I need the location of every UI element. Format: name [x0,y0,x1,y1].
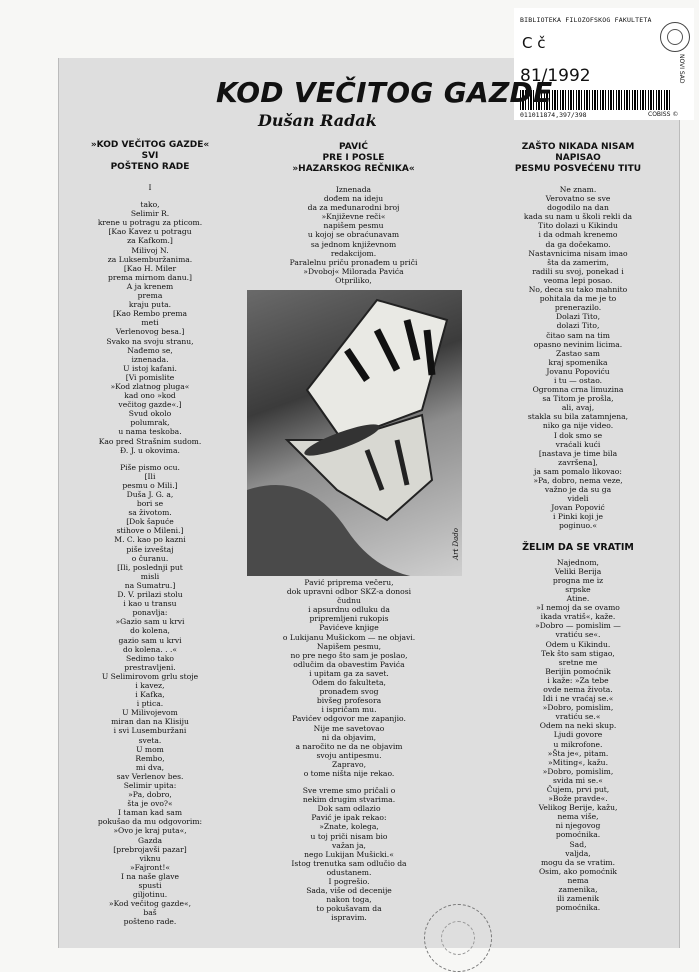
poem-line: »Književne reči« [321,212,386,222]
poem-line: I dok smo se [553,430,603,440]
poem-line: Odem na neki skup. [539,721,617,731]
poem-line [236,778,462,786]
poem-line: Odem do fakulteta, [312,678,386,688]
poem-line: Sad, [569,839,587,849]
poem-line: mi dva, [135,762,165,772]
poem-line: za Luksemburžanima. [107,254,193,264]
heading-line: »KOD VEČITOG GAZDE« [90,140,210,150]
poem-line: vratiću se.« [555,712,601,722]
poem-line: I pogrešio. [328,877,370,886]
poem-line: Nađemo se, [127,345,173,355]
poem-line: Velikog Berije, kažu, [538,803,618,813]
butterfly-illustration [247,290,462,576]
poem-line: i Pinki koji je [553,512,603,522]
poem-line: ponavlja: [132,608,168,618]
poem-line: Nastavnicima nisam imao [528,248,628,258]
poem-line: tako, [140,200,160,210]
poem-line [70,455,230,463]
poem-line: svidа mi se.« [553,775,603,785]
poem-line: Rembo, [135,753,165,763]
poem-line: redakcijom. [330,248,377,258]
poem-line: i ispričam mu. [321,705,377,715]
poem-line: U Selimirovom grlu stoje [101,671,199,681]
poem-line: pesmu o Mili.] [122,480,178,490]
poem-line: kada su nam u školi rekli da [523,212,633,222]
library-seal-icon [660,22,690,52]
library-stamp-icon [424,904,492,972]
poem-line: Napišem pesmu, [316,641,382,651]
right-poem-top [480,185,676,531]
poem-line: Otpriliko, [335,275,372,285]
poem-line: niko ga nije video. [542,421,614,431]
poem-line: Tek što sam stigao, [541,648,615,658]
poem-line: misli [140,571,160,581]
poem-line: u nama teskoba. [118,427,182,437]
poem-line: miran dan na Klisiju [111,717,189,727]
poem-line: [Kao H. Miler [123,263,177,273]
poem-line: pripremljeni rukopis [309,614,389,624]
poem-line: Verlenovog besa.] [115,327,185,337]
poem-line: »Kod večitog gazde«, [108,899,192,909]
poem-line: odlučim da obavestim Pavića [293,659,405,669]
poem-line: »Miting«, kažu. [548,757,608,767]
poem-line: Ogromna crna limuzina [532,385,624,395]
poem-line: giljotinu. [132,890,168,900]
poem-line: A ja krenem [126,281,174,291]
heading-line: PRE I POSLE [322,153,385,163]
right-subheading: ŽELIM DA SE VRATIM [522,541,634,553]
poem-line: viknu [139,853,161,863]
poem-line: ispravim. [331,913,367,923]
poem-line: svoju antipesmu. [316,750,382,760]
poem-line: dok upravni odbor SKZ-a donosi [286,587,412,597]
poem-line: čudnu [337,596,361,606]
poem-line: no pre nego što sam je poslao, [290,650,408,660]
poem-line: Čujem, prvi put, [546,785,610,794]
section-number: I [148,183,152,192]
poem-line: bori se [136,499,164,509]
poem-line: iznenada. [131,354,169,364]
poem-line: U istoj kafani. [123,363,177,373]
poem-line: i svi Lusemburžani [113,726,187,736]
poem-line: ovde nema života. [543,684,613,694]
poem-line: gazio sam u krvi [118,635,182,645]
poem-line: Dok sam odlazio [317,804,381,814]
poem-line: ili zamenik [557,894,599,904]
poem-line: o čuranu. [131,553,169,563]
poem-line: Najednom, [557,557,599,567]
poem-line: i kaže: »Za tebe [547,675,609,685]
poem-line: [Ili, poslednji put [117,562,183,572]
poem-line: Selimir upita: [123,781,177,790]
butterfly-icon [247,290,462,576]
poem-line: »Znate, kolega, [319,822,379,832]
poem-line: »Ovo je kraj puta«, [113,826,187,836]
poem-line: ni da objavim, [321,732,377,742]
poem-line: Gazda [138,835,162,845]
right-heading [480,142,676,175]
poem-line: Svako na svoju stranu, [106,336,194,346]
poem-line: No, deca su tako mahnito [528,285,628,295]
poem-line: pomoćnika. [555,903,601,913]
poem-line: i tu — ostao. [553,375,603,385]
left-poem [70,200,230,926]
heading-line: »HAZARSKOG REČNIKA« [292,164,415,174]
poem-line: važno je da su ga [544,485,612,495]
article-title: KOD VEČITOG GAZDE [216,76,553,109]
poem-line: pošteno rade. [123,917,177,927]
poem-line: na Sumatru.] [124,580,176,590]
poem-line: »Šta je«, pitam. [547,748,609,758]
poem-line: Pavićeve knjige [319,623,379,633]
library-cc: C č [522,34,546,52]
poem-line: »Dvoboj« Milorada Pavića [303,266,404,276]
poem-line: sa Titom je prošla, [542,394,614,404]
poem-line: prema mirnom danu.] [107,272,192,282]
poem-line: »Pa, dobro, nema veze, [533,476,623,485]
poem-line: a naročito ne da ne objavim [295,741,403,751]
poem-line: prenerazilo. [554,303,602,313]
poem-line: Pavić priprema večeru, [304,578,394,587]
poem-line: Jovanu Popoviću [546,366,610,376]
poem-line: Iznenada [335,185,372,194]
poem-line: sveta. [138,735,162,745]
poem-line: »Pa, dobro, [128,790,172,800]
heading-line: ZAŠTO NIKADA NISAM [521,142,635,152]
middle-heading [246,142,461,175]
poem-line: Sedimo tako [126,653,174,663]
poem-line: pronađem svog [319,687,379,697]
poem-line: večitog gazde«.] [118,400,182,410]
column-right [480,142,676,912]
poem-line: krene u potragu za pticom. [97,218,203,228]
poem-line: dogodilo na dan [547,203,609,213]
poem-line: kraj spomenika [548,357,608,367]
poem-line: Paralelnu priču pronađem u priči [289,257,418,267]
poem-line: nakon toga, [326,895,372,905]
poem-line: važan ja, [332,840,366,850]
poem-line: Jovan Popović [551,503,605,513]
poem-line: u toj priči nisam bio [310,831,388,841]
poem-line: Osim, ako pomoćnik [538,866,618,876]
poem-line: i kavez, [135,680,165,690]
poem-line: Zastao sam [556,348,600,358]
poem-line: veoma lepi posao. [543,275,613,285]
poem-line: do kolena. . .« [122,644,178,654]
poem-line: Sve vreme smo pričali o [302,786,396,796]
poem-line: »Fajront!« [129,862,171,872]
poem-line: pomoćnika. [555,830,601,840]
poem-line: D. V. prilazi stolu [117,590,183,600]
poem-line: prestravljeni. [124,662,176,672]
poem-line: sav Verlenov bes. [116,771,184,781]
poem-line: i da odmah krenemo [538,230,618,240]
poem-line: Pavić je ipak rekao: [311,813,387,823]
poem-line: radili su svoj, ponekad i [532,266,624,276]
poem-line: »Dobro, pomislim, [542,703,614,713]
poem-line: Dolazi Tito, [556,312,600,322]
poem-line: napišem pesmu [323,221,384,231]
poem-line: Istog trenutka sam odlučio da [291,858,407,868]
poem-line: kraju puta. [128,300,172,310]
poem-line: nema [567,875,589,885]
poem-line: baš [143,908,157,918]
poem-line: sa jednom književnom [310,239,397,249]
poem-line: Pavićev odgovor me zapanjio. [292,714,406,724]
poem-line: srpske [565,584,591,594]
poem-line: Odem u Kikindu. [545,639,611,649]
poem-line: poginuo.« [558,521,597,531]
heading-line: POŠTENO RADE [110,162,190,172]
poem-line: Sada, više od decenije [306,886,392,896]
poem-line: »Bože pravde«. [548,794,608,804]
poem-line: valjda, [565,848,591,858]
poem-line: Duša J. G. a, [126,490,174,499]
poem-line: u mikrofone. [553,739,603,749]
poem-line: videli [567,494,589,504]
poem-line: progna me iz [552,575,604,585]
poem-line: stihove o Mileni.] [116,526,184,536]
barcode-number: 011011874,397/398 [520,111,587,119]
poem-line: Ne znam. [559,185,597,194]
poem-line: nema više, [557,812,599,822]
poem-line: ikada vratiš«, kaže. [540,612,616,622]
poem-line: i kao u transu [123,599,177,609]
column-left [70,140,230,927]
poem-line: Idi i ne vraćaj se.« [542,694,614,704]
library-side-text: NOVI SAD [678,54,685,84]
poem-line: Svud okolo [128,409,172,419]
poem-line: i upitam ga za savet. [309,668,389,678]
poem-line: o Lukijanu Mušickom — ne objavi. [282,632,416,642]
poem-line: do kolena, [130,626,170,636]
poem-line: u kojoj se obraćunavam [307,230,400,240]
poem-line: [prebrojavši pazar] [113,844,187,854]
column-middle-top [246,142,461,285]
poem-line: šta da zamerim, [547,257,609,267]
poem-line: odustanem. [326,867,372,877]
poem-line: polumrak, [130,418,170,428]
poem-line: da za međunarodni broj [307,203,400,213]
poem-line: to pokušavam da [316,904,382,914]
photo-credit: Art Dado [452,528,460,560]
poem-line: »Dobro — pomislim — [535,621,621,631]
poem-line: I na naše glave [120,871,180,881]
poem-line: Atine. [566,594,590,604]
left-heading [70,140,230,173]
middle-poem-bottom [236,578,462,922]
poem-line: [Vi pomislite [125,372,175,382]
poem-line: »Kod zlatnog pluga« [110,381,190,391]
poem-line: bivšeg profesora [316,696,382,706]
poem-line: [nastava je time bila [538,448,618,458]
poem-line: stakla su bila zatamnjena, [527,412,629,422]
poem-line: M. C. kao po kazni [114,535,186,545]
heading-line: PESMU POSVEĆENU TITU [514,164,642,174]
poem-line: i ptica. [136,699,164,709]
poem-line: Veliki Berija [554,566,602,576]
poem-line: meti [141,318,159,328]
poem-line: Tito dolazi u Kikindu [538,221,618,231]
poem-line: Đ. J. u okovima. [120,445,180,455]
poem-line: mogu da se vratim. [540,857,616,867]
poem-line: Piše pismo ocu. [120,462,180,472]
poem-line: vratiću se«. [555,630,601,640]
heading-line: PAVIĆ [338,142,369,152]
cobiss-label: COBISS © [648,111,679,118]
poem-line: za Kafkom.] [127,236,173,246]
poem-line: sretne me [558,657,598,667]
poem-line: dolazi Tito, [556,321,600,331]
library-name: BIBLIOTEKA FILOZOFSKOG FAKULTETA [520,16,652,24]
poem-line: Verovatno se sve [545,194,611,204]
poem-line: [Ili [144,471,156,481]
poem-line: Milivoj N. [131,245,169,255]
poem-line: šta je ovo?« [127,799,173,809]
poem-line: [Kao Kavez u potragu [108,227,192,237]
poem-line: »I nemoj da se ovamo [536,603,620,613]
poem-line: »Gazio sam u krvi [115,617,185,627]
poem-line: Ljudi govore [553,730,603,740]
poem-line: da ga dočekamo. [545,239,611,249]
heading-line: NAPISAO [555,153,601,163]
poem-line: pohitala da me je to [539,294,617,304]
poem-line: čitao sam na tim [546,330,610,340]
poem-line: piše izveštaj [126,544,174,554]
poem-line: ni njegovog [555,821,601,831]
poem-line: [Dok šapuće [126,517,174,527]
poem-line: I taman kad sam [117,808,183,818]
poem-line: pokušao da mu odgovorim: [97,817,203,827]
heading-line: SVI [141,151,159,161]
poem-line: ja sam pomalo likovao: [534,466,622,476]
poem-line: kad ono »kod [124,391,176,401]
poem-line: nekim drugim stvarima. [302,795,396,805]
poem-line: o tome ništa nije rekao. [303,768,395,778]
right-poem-bottom [480,558,676,913]
poem-line: vraćali kući [555,439,601,449]
article-author: Dušan Radak [258,111,377,130]
poem-line: spusti [138,881,162,891]
poem-line: [Kao Rembo prema [112,309,188,319]
poem-line: prema [137,291,163,301]
middle-poem-top [246,185,461,285]
poem-line: i Kafka, [135,690,165,700]
poem-line: dođem na ideju [323,194,384,204]
poem-line: Selimir R. [130,209,170,219]
poem-line: Zapravo, [331,759,367,769]
poem-line: ali, avaj, [561,403,595,413]
poem-line: sa životom. [128,508,172,518]
poem-line: zamenika, [558,885,598,895]
poem-line: Nije me savetovao [313,723,385,733]
poem-line: završena], [558,457,598,467]
poem-line: Kao pred Strašnim sudom. [98,436,202,446]
column-middle-bottom [236,578,462,922]
poem-line: Berijin pomoćnik [545,666,611,676]
poem-line: U mom [136,744,164,754]
poem-line: »Dobro, pomislim, [542,766,614,776]
poem-line: opasno nevinim licima. [533,339,623,349]
poem-line: U Milivojevom [122,708,178,718]
library-signature: 81/1992 [520,66,591,86]
poem-line: nego Lukijan Mušicki.« [304,849,394,859]
poem-line: i apsurdnu odluku da [308,605,390,615]
